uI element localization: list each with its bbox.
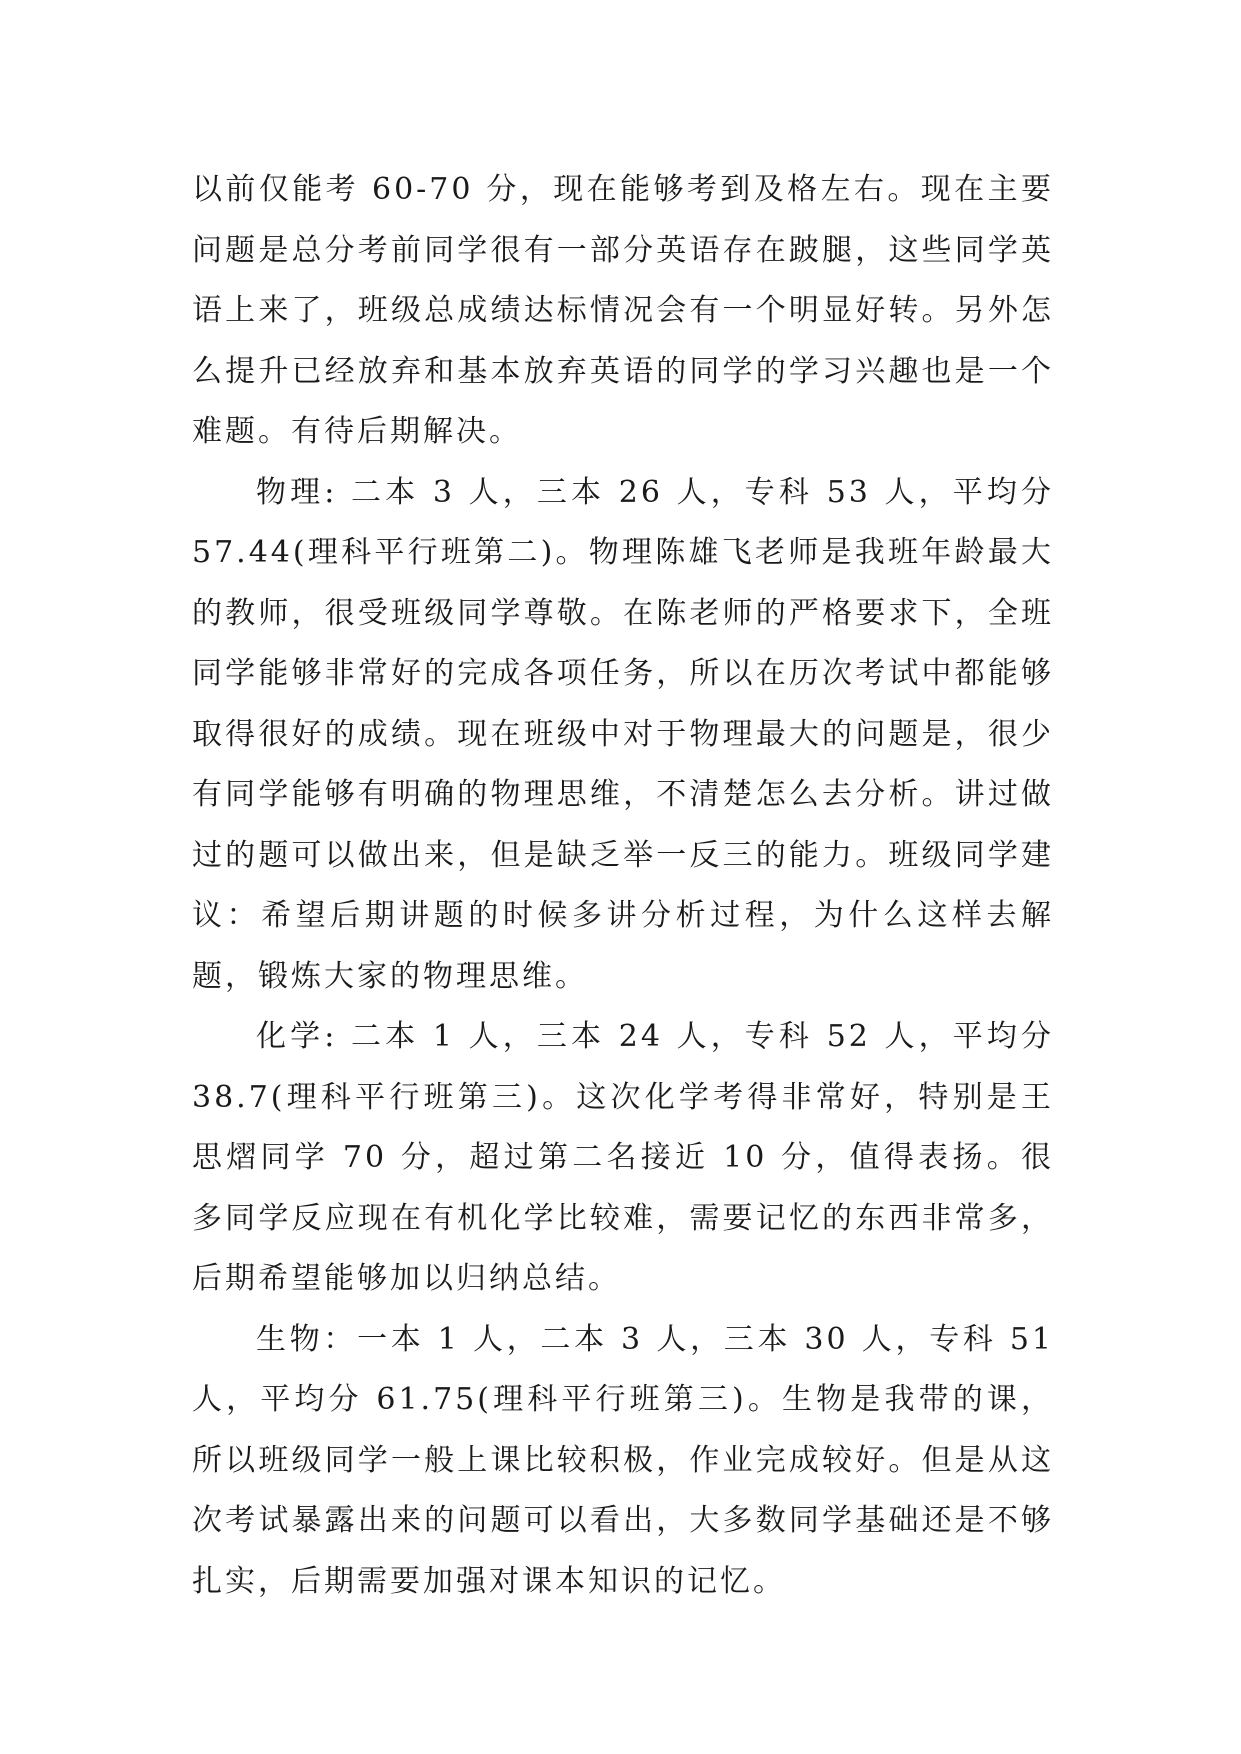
paragraph-english-continued: 以前仅能考 60-70 分，现在能够考到及格左右。现在主要问题是总分考前同学很有一部分英语存在跛腿，这些同学英语上来了，班级总成绩达标情况会有一个明显好转。另外怎么提升已经放弃和基本放弃英语的同学的学习兴趣也是一个难题。有待后期解决。 (192, 172, 1054, 449)
paragraph-chemistry: 化学: 二本 1 人，三本 24 人，专科 52 人，平均分 38.7(理科平行班第三)。这次化学考得非常好，特别是王思熠同学 70 分，超过第二名接近 10 分，值得表扬。很多同学反应现在有机化学比较难，需要记忆的东西非常多，后期希望能够加以归纳总结。 (192, 1019, 1054, 1296)
paragraph-physics: 物理: 二本 3 人，三本 26 人，专科 53 人，平均分 57.44(理科平行班第二)。物理陈雄飞老师是我班年龄最大的教师，很受班级同学尊敬。在陈老师的严格要求下，全班同学能够非常好的完成各项任务，所以在历次考试中都能够取得很好的成绩。现在班级中对于物理最大的问题是，很少有同学能够有明确的物理思维，不清楚怎么去分析。讲过做过的题可以做出来，但是缺乏举一反三的能力。班级同学建议：希望后期讲题的时候多讲分析过程，为什么这样去解题，锻炼大家的物理思维。 (192, 474, 1054, 994)
document-body (192, 160, 1054, 1612)
paragraph-biology: 生物：一本 1 人，二本 3 人，三本 30 人，专科 51 人，平均分 61.75(理科平行班第三)。生物是我带的课，所以班级同学一般上课比较积极，作业完成较好。但是从这次考试暴露出来的问题可以看出，大多数同学基础还是不够扎实，后期需要加强对课本知识的记忆。 (192, 1321, 1054, 1599)
